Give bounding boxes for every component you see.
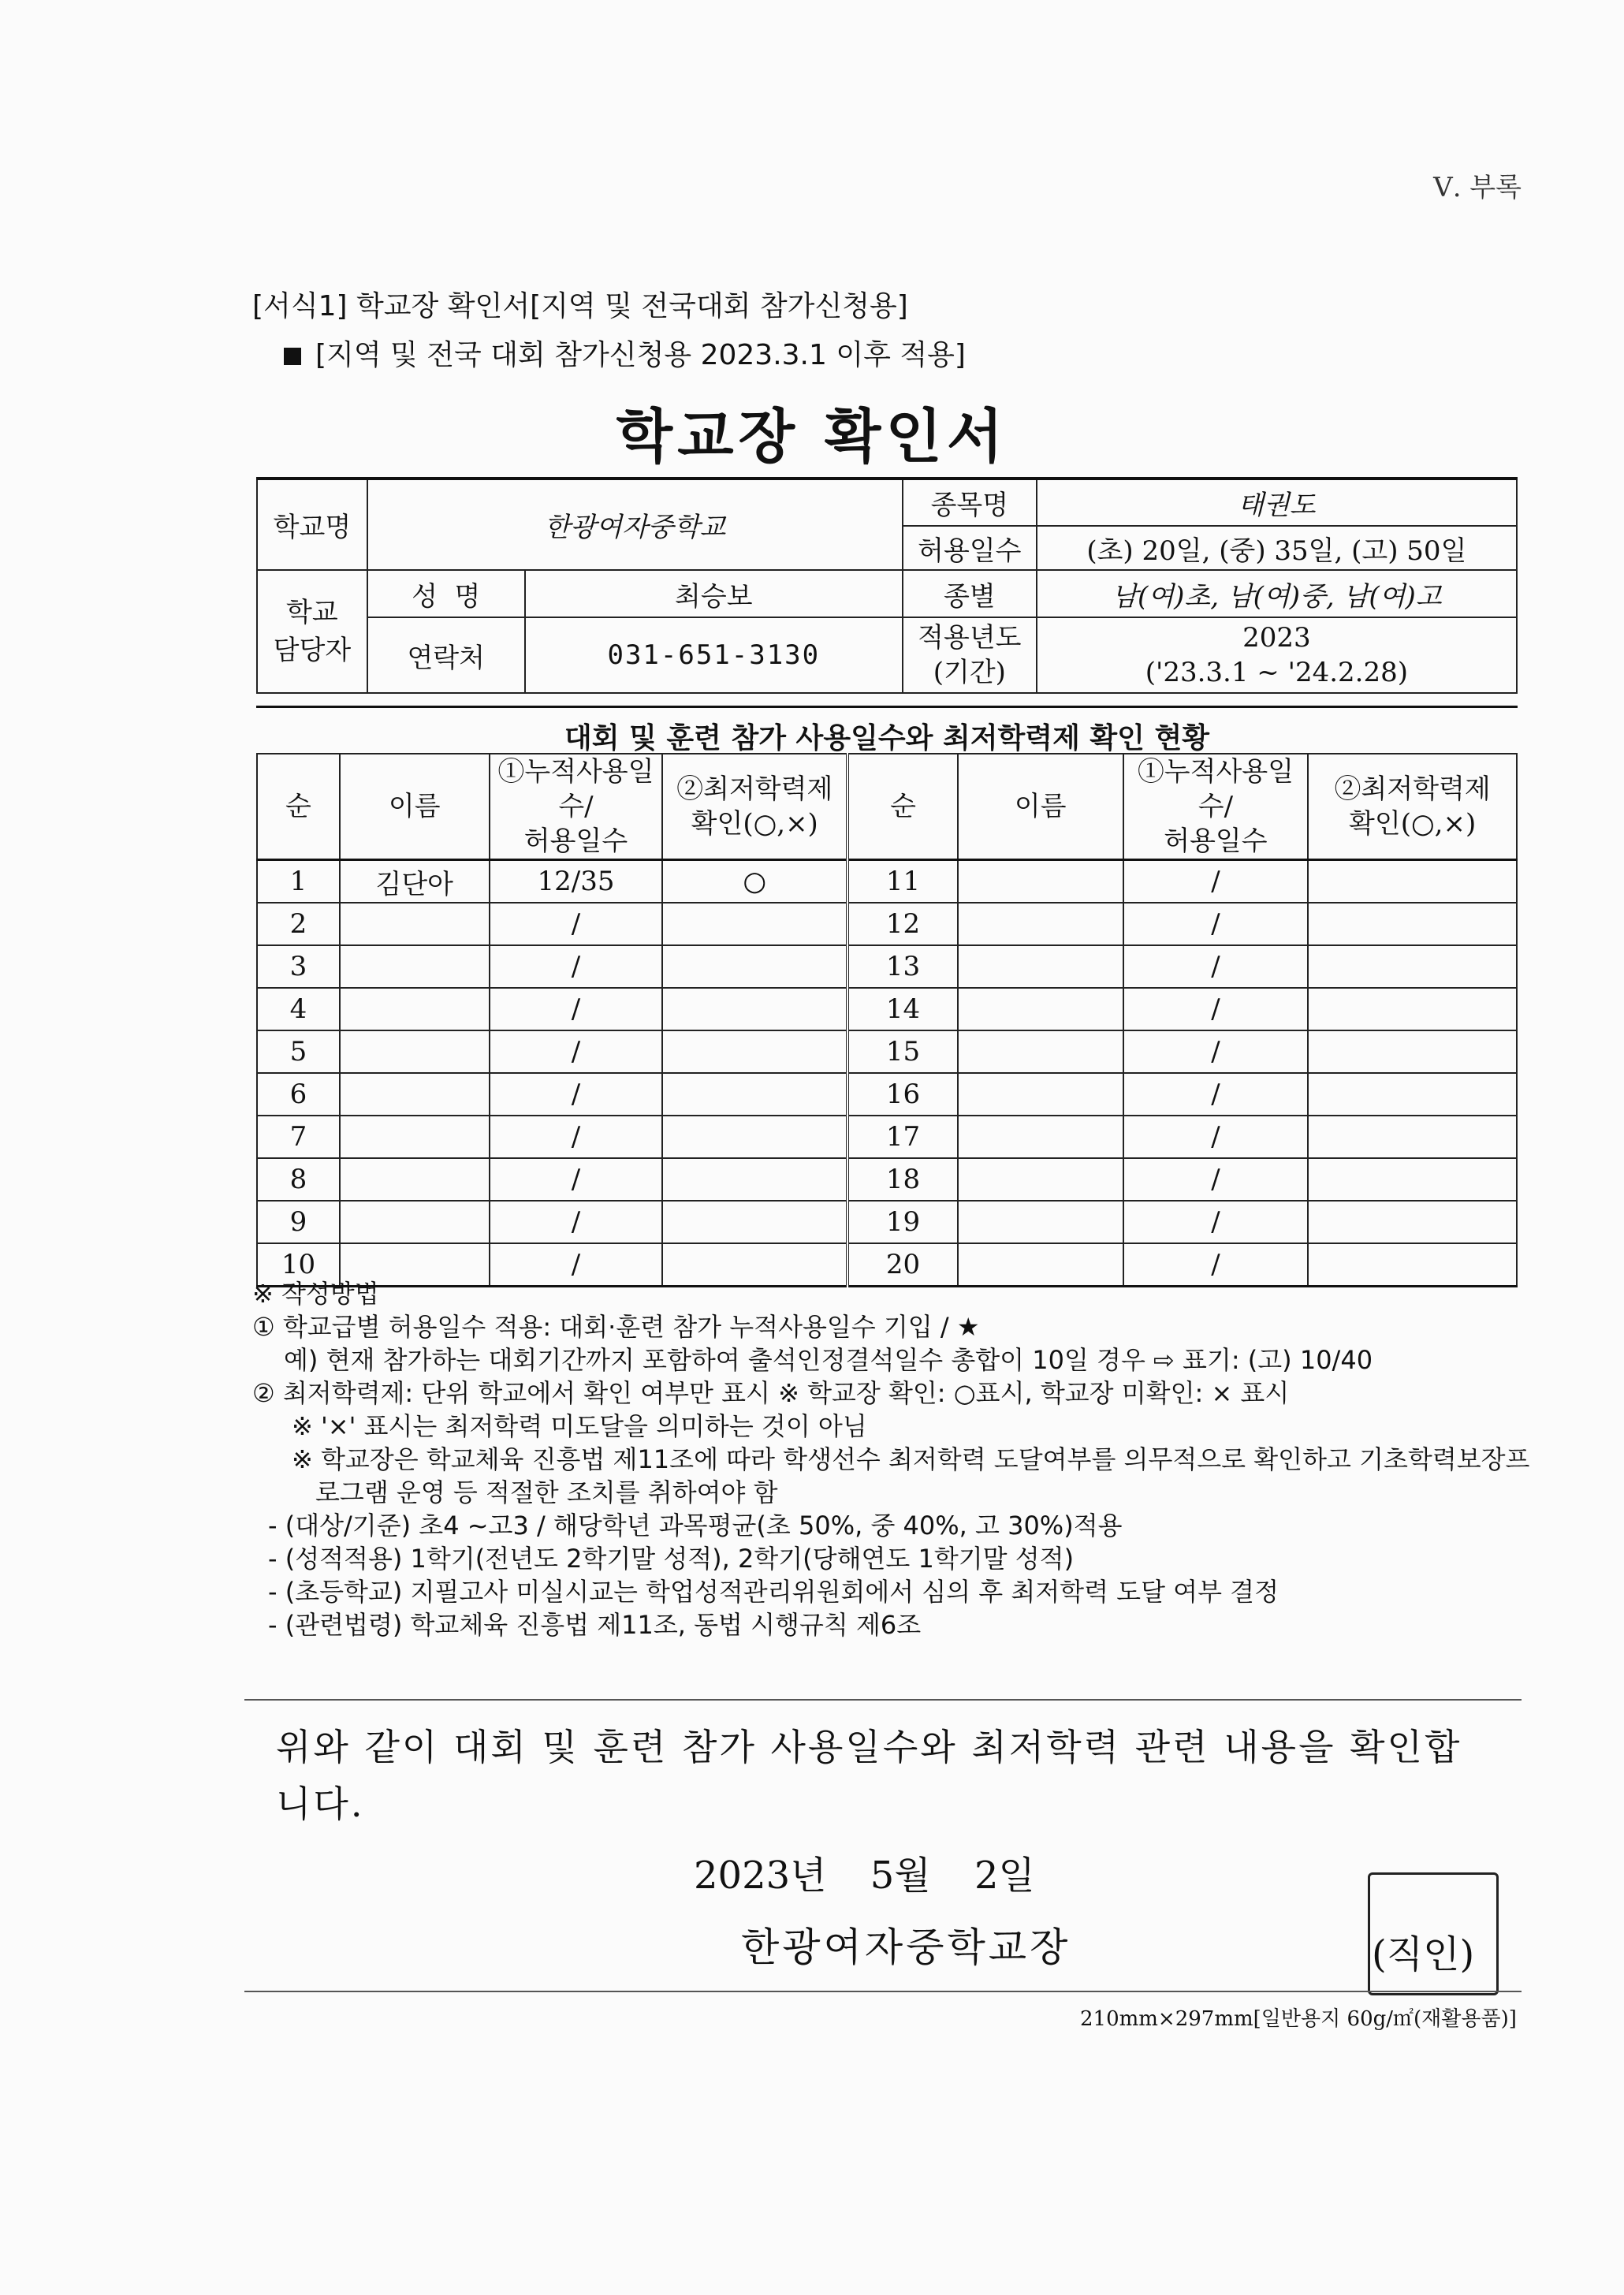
notes-heading: ※ 작성방법 (252, 1279, 379, 1309)
cell-name (958, 1158, 1123, 1201)
document-title: 학교장 확인서 (616, 403, 1008, 471)
table-row (257, 1158, 1517, 1201)
status-table (256, 753, 1518, 1287)
cell-no: 7 (257, 1116, 340, 1158)
cell-days: / (1123, 988, 1309, 1030)
cell-check (662, 1201, 847, 1243)
form-sub-text: [지역 및 전국 대회 참가신청용 2023.3.1 이후 적용] (315, 339, 966, 371)
cell-no: 11 (847, 860, 958, 903)
cell-name (340, 945, 490, 988)
cell-check (1308, 860, 1517, 903)
cell-check (662, 1158, 847, 1201)
cell-name (340, 1030, 490, 1073)
header-check: ②최저학력제 확인(○,×) (1308, 754, 1517, 860)
cell-check (1308, 945, 1517, 988)
cell-days: / (490, 903, 663, 945)
cell-days: / (1123, 1201, 1309, 1243)
sport-value: 태권도 (1037, 479, 1517, 526)
cell-days: / (1123, 903, 1309, 945)
cell-name (340, 988, 490, 1030)
cell-name (340, 1116, 490, 1158)
cell-days: / (490, 1243, 663, 1287)
allowed-value: (초) 20일, (중) 35일, (고) 50일 (1037, 526, 1517, 570)
form-sub (284, 333, 966, 373)
note-detail-4: - (관련법령) 학교체육 진흥법 제11조, 동법 시행규칙 제6조 (268, 1610, 922, 1640)
cell-check (1308, 1158, 1517, 1201)
cell-days: / (1123, 1030, 1309, 1073)
cell-no: 20 (847, 1243, 958, 1287)
cell-days: / (490, 1158, 663, 1201)
contact-label: 연락처 (367, 617, 525, 693)
header-no: 순 (257, 754, 340, 860)
cell-days: / (490, 1116, 663, 1158)
cell-no: 8 (257, 1158, 340, 1201)
cell-check (1308, 988, 1517, 1030)
cell-name (340, 903, 490, 945)
table-row (257, 1073, 1517, 1116)
cell-no: 16 (847, 1073, 958, 1116)
header-name: 이름 (958, 754, 1123, 860)
cell-check (662, 1116, 847, 1158)
table-row (257, 988, 1517, 1030)
cell-no: 3 (257, 945, 340, 988)
name-label: 성 명 (367, 570, 525, 617)
note-detail-2: - (성적적용) 1학기(전년도 2학기말 성적), 2학기(당해연도 1학기말 성적) (268, 1544, 1075, 1574)
info-table (256, 477, 1518, 694)
cell-name (340, 1158, 490, 1201)
signer-name: 한광여자중학교장 (741, 1924, 1071, 1970)
confirmation-text: 위와 같이 대회 및 훈련 참가 사용일수와 최저학력 관련 내용을 확인합니다. (276, 1726, 1462, 1825)
appendix-label: Ⅴ. 부록 (1433, 172, 1522, 203)
header-no: 순 (847, 754, 958, 860)
cell-name (958, 945, 1123, 988)
manager-label: 학교 담당자 (257, 570, 367, 693)
cell-days: / (490, 1201, 663, 1243)
cell-no: 13 (847, 945, 958, 988)
issue-date: 2023년 5월 2일 (694, 1854, 1035, 1898)
table-row (257, 945, 1517, 988)
contact-value: 031-651-3130 (525, 617, 903, 693)
cell-check (1308, 1073, 1517, 1116)
cell-name (958, 903, 1123, 945)
category-value: 남(여)초, 남(여)중, 남(여)고 (1037, 570, 1517, 617)
cell-days: / (1123, 945, 1309, 988)
cell-name (958, 1116, 1123, 1158)
cell-check (1308, 1030, 1517, 1073)
cell-check (662, 988, 847, 1030)
cell-check (662, 1073, 847, 1116)
cell-no: 15 (847, 1030, 958, 1073)
year-label: 적용년도 (기간) (903, 617, 1037, 693)
cell-name (958, 1201, 1123, 1243)
cell-days: 12/35 (490, 860, 663, 903)
cell-check (1308, 1116, 1517, 1158)
cell-name (340, 1201, 490, 1243)
cell-no: 5 (257, 1030, 340, 1073)
divider-bottom (244, 1991, 1522, 1992)
cell-check (1308, 903, 1517, 945)
cell-days: / (490, 988, 663, 1030)
cell-days: / (490, 1030, 663, 1073)
section-title: 대회 및 훈련 참가 사용일수와 최저학력제 확인 현황 (256, 706, 1518, 755)
cell-days: / (1123, 1158, 1309, 1201)
cell-check (1308, 1201, 1517, 1243)
year-value: 2023 ('23.3.1 ~ '24.2.28) (1037, 617, 1517, 693)
note-detail-1: - (대상/기준) 초4 ~고3 / 해당학년 과목평균(초 50%, 중 40%, 고 30%)적용 (268, 1511, 1123, 1541)
table-row (257, 860, 1517, 903)
note-2: ② 최저학력제: 단위 학교에서 확인 여부만 표시 ※ 학교장 확인: ○표시, 학교장 미확인: × 표시 (252, 1378, 1290, 1408)
header-days: ①누적사용일수/ 허용일수 (490, 754, 663, 860)
table-row (257, 1116, 1517, 1158)
paper-spec: 210mm×297mm[일반용지 60g/㎡(재활용품)] (1080, 2007, 1517, 2031)
cell-no: 19 (847, 1201, 958, 1243)
allowed-label: 허용일수 (903, 526, 1037, 570)
cell-no: 10 (257, 1243, 340, 1287)
note-detail-3: - (초등학교) 지필고사 미실시교는 학업성적관리위원회에서 심의 후 최저학력 도달 여부 결정 (268, 1577, 1279, 1607)
table-row (257, 1201, 1517, 1243)
cell-check (662, 1030, 847, 1073)
header-days: ①누적사용일수/ 허용일수 (1123, 754, 1309, 860)
header-name: 이름 (340, 754, 490, 860)
cell-name (958, 1030, 1123, 1073)
cell-days: / (1123, 1073, 1309, 1116)
cell-no: 2 (257, 903, 340, 945)
cell-days: / (490, 1073, 663, 1116)
school-label: 학교명 (257, 479, 367, 570)
divider-top (244, 1699, 1522, 1701)
cell-days: / (1123, 860, 1309, 903)
cell-no: 6 (257, 1073, 340, 1116)
cell-check: ○ (662, 860, 847, 903)
note-2-b: ※ 학교장은 학교체육 진흥법 제11조에 따라 학생선수 최저학력 도달여부를 의무적으로 확인하고 기초학력보장프 (292, 1444, 1530, 1474)
cell-name (340, 1073, 490, 1116)
cell-no: 1 (257, 860, 340, 903)
form-label: [서식1] 학교장 확인서[지역 및 전국대회 참가신청용] (252, 290, 908, 322)
cell-no: 18 (847, 1158, 958, 1201)
note-1: ① 학교급별 허용일수 적용: 대회·훈련 참가 누적사용일수 기입 / ★ (252, 1312, 980, 1342)
note-2-a: ※ '×' 표시는 최저학력 미도달을 의미하는 것이 아님 (292, 1411, 867, 1441)
note-1-example: 예) 현재 참가하는 대회기간까지 포함하여 출석인정결석일수 총합이 10일 경우 ⇨ 표기: (고) 10/40 (284, 1345, 1373, 1375)
cell-name (958, 860, 1123, 903)
cell-name (958, 988, 1123, 1030)
notes (252, 1277, 1545, 1641)
note-2-b-cont: 로그램 운영 등 적절한 조치를 취하여야 함 (315, 1477, 778, 1507)
cell-check (662, 903, 847, 945)
seal-label: (직인) (1372, 1932, 1475, 1976)
table-row (257, 903, 1517, 945)
cell-days: / (1123, 1243, 1309, 1287)
cell-check (662, 945, 847, 988)
square-bullet-icon (284, 348, 301, 365)
cell-no: 17 (847, 1116, 958, 1158)
cell-no: 4 (257, 988, 340, 1030)
cell-no: 9 (257, 1201, 340, 1243)
name-value: 최승보 (525, 570, 903, 617)
table-row (257, 1030, 1517, 1073)
cell-days: / (1123, 1116, 1309, 1158)
cell-no: 12 (847, 903, 958, 945)
cell-days: / (490, 945, 663, 988)
cell-no: 14 (847, 988, 958, 1030)
category-label: 종별 (903, 570, 1037, 617)
school-value: 한광여자중학교 (367, 479, 903, 570)
header-check: ②최저학력제 확인(○,×) (662, 754, 847, 860)
cell-name (958, 1073, 1123, 1116)
sport-label: 종목명 (903, 479, 1037, 526)
cell-name: 김단아 (340, 860, 490, 903)
